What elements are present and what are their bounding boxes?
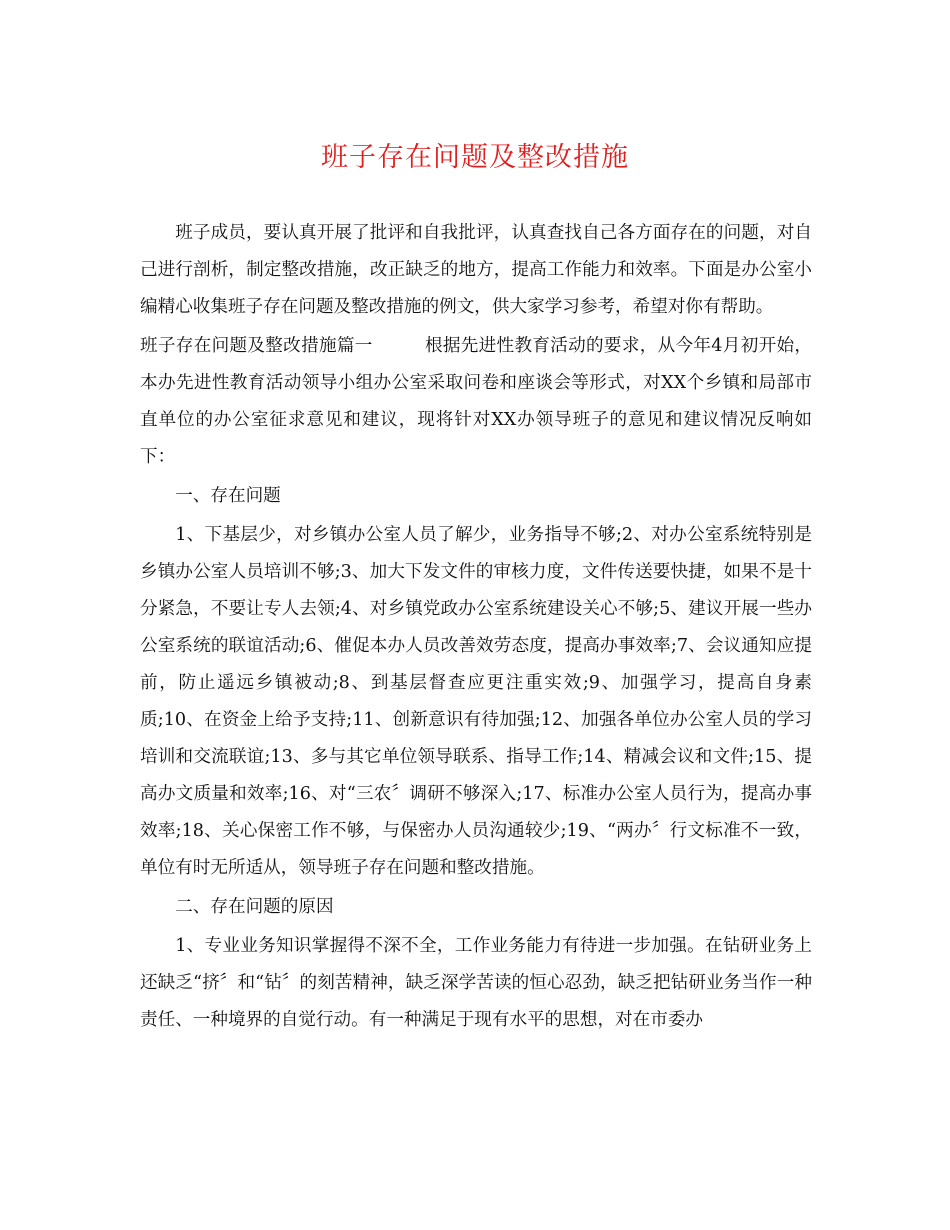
heading-existing-problems: 一、存在问题 [175,486,281,506]
section-paragraph [140,328,812,476]
cause-paragraph: 1、专业业务知识掌握得不深不全，工作业务能力有待进一步加强。在钻研业务上还缺乏“挤〞和“钻〞的刻苦精神，缺乏深学苦读的恒心忍劲，缺乏把钻研业务当作一种责任、一种境界的自觉行动。有一种满足于现有水平的思想，对在市委办 [140,936,812,1030]
problems-paragraph: 1、下基层少，对乡镇办公室人员了解少，业务指导不够;2、对办公室系统特别是乡镇办公室人员培训不够;3、加大下发文件的审核力度，文件传送要快捷，如果不是十分紧急，不要让专人去领;4、对乡镇党政办公室系统建设关心不够;5、建议开展一些办公室系统的联谊活动;6、催促本办人员改善效劳态度，提高办事效率;7、会议通知应提前，防止遥远乡镇被动;8、到基层督查应更注重实效;9、加强学习，提高自身素质;10、在资金上给予支持;11、创新意识有待加强;12、加强各单位办公室人员的学习培训和交流联谊;13、多与其它单位领导联系、指导工作;14、精减会议和文件;15、提高办文质量和效率;16、对“三农〞调研不够深入;17、标准办公室人员行为，提高办事效率;18、关心保密工作不够，与保密办人员沟通较少;19、“两办〞行文标准不一致，单位有时无所适从，领导班子存在问题和整改措施。 [140,525,812,878]
intro-paragraph: 班子成员，要认真开展了批评和自我批评，认真查找自己各方面存在的问题，对自己进行剖析，制定整改措施，改正缺乏的地方，提高工作能力和效率。下面是办公室小编精心收集班子存在问题及整改措施的例文，供大家学习参考，希望对你有帮助。 [140,223,812,317]
heading-problem-causes: 二、存在问题的原因 [175,897,334,917]
section-label: 班子存在问题及整改措施篇一 [140,336,373,356]
document-body [140,215,812,1039]
document-title: 班子存在问题及整改措施 [321,142,629,173]
section-lead: 根据先进性教育活动的要求，从今年4月初开始，本办先进性教育活动领导小组办公室采取问卷和座谈会等形式，对XX个乡镇和局部市直单位的办公室征求意见和建议，现将针对XX办领导班子的意见和建议情况反响如下： [140,336,812,467]
